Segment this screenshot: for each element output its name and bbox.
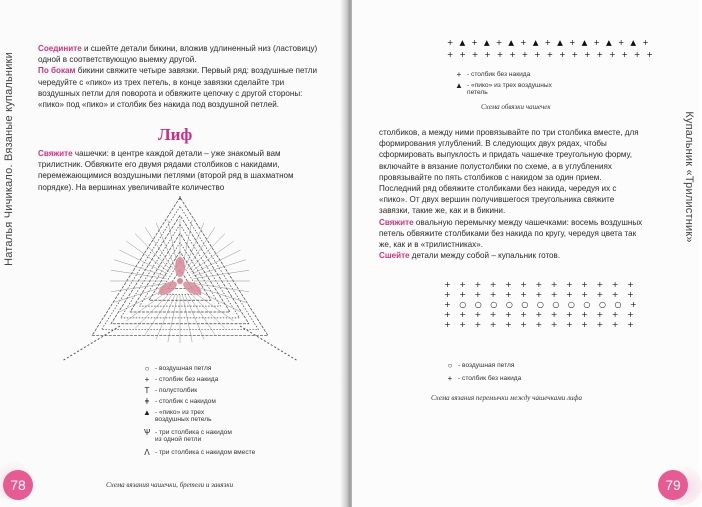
edging-chart-row: + ▲ + ▲ + ▲ + ▲ + ▲ + ▲ + ▲ + ▲ + (447, 38, 651, 47)
legend-row: ᐱ - три столбика с накидом вместе (141, 449, 281, 460)
bridge-chart-row: + + + + + + + + + + + + + (444, 320, 637, 329)
chain-stitch-icon: ○ (144, 364, 150, 373)
left-running-title: Наталья Чичикало. Вязаные купальники (3, 52, 15, 266)
stitch-spoke (193, 260, 246, 276)
legend-row: ○ - воздушная петля (141, 365, 281, 376)
figure-caption: Схема вязания перемычки между чашечками лифа (431, 394, 582, 402)
legend-row: T - полустолбик (141, 387, 281, 398)
page-number: 78 (3, 470, 33, 500)
bridge-crochet-chart (440, 278, 640, 332)
double-crochet-icon: ǂ (144, 397, 150, 406)
highlight-word: Сшейте (379, 251, 410, 261)
edging-legend (453, 71, 573, 100)
three-dc-same-loop-icon: Ѱ (143, 428, 151, 437)
right-page (352, 0, 699, 507)
paragraph-text: столбиков, а между ними провязывайте по три столбика вместе, для формирования углублений. В следующих двух рядах, чтобы сформировать выпуклость и придать чашечке треугольную форму, включайте в вязание полустолбики по схеме, а в углублениях провязывайте по пять столбиков с накидом за один прием. Последний ряд обвяжите столбиками без накида, чередуя их с «пико». От двух вершин получившегося треугольника свяжите завязки, такие же, как и в бикини. (379, 128, 639, 216)
paragraph-text: детали между собой – купальник готов. (409, 251, 561, 261)
three-dc-together-icon: ᐱ (144, 448, 150, 457)
bridge-chart-row: + + + + + + + + + + + + + (444, 290, 637, 299)
highlight-word: По бокам (38, 66, 76, 76)
highlight-word: Свяжите (379, 217, 414, 227)
legend-row: ▲ - «пико» из трех воздушных петель (453, 82, 573, 100)
legend-row: ○ - воздушная петля (444, 362, 594, 375)
legend-row: ǂ - столбик с накидом (141, 398, 281, 409)
figure-caption: Схема вязания чашечки, бретели и завязки (106, 481, 234, 489)
highlight-word: Соедините (38, 44, 82, 53)
legend-row: + - столбик без накида (453, 71, 573, 82)
stitch-spoke (185, 223, 204, 268)
right-running-title: Купальник «Трилистник» (683, 111, 695, 243)
paragraph-text: бикини свяжите четыре завязки. Первый ряд: воздушные петли чередуйте с «пико» из трех петель, в конце завязки сделайте три воздушных петли для поворота и обвяжите цепочку с другой стороны: «пико» под «пико» и столбик без накида под воздушной петлей. (38, 66, 318, 110)
left-legend (141, 365, 281, 460)
stitch-spoke (111, 283, 166, 291)
single-crochet-icon: + (456, 70, 462, 79)
picot-icon: ▲ (455, 81, 463, 90)
tie-line (240, 326, 298, 361)
legend-row: + - столбик без накида (444, 375, 594, 386)
stitch-spoke (185, 294, 204, 339)
legend-row: Ѱ - три столбика с накидом из одной петли (141, 429, 281, 449)
highlight-word: Свяжите (38, 149, 73, 158)
stitch-spoke (168, 295, 178, 342)
right-paragraph (379, 127, 644, 261)
stitch-spoke (182, 220, 192, 267)
single-crochet-icon: + (447, 374, 453, 383)
paragraph-text: и сшейте детали бикини, вложив удлиненный низ (ластовицу) одной в соответствующую выемку другой. (38, 44, 318, 65)
tie-line (62, 326, 120, 361)
page-number: 79 (658, 470, 688, 500)
section-heading: Лиф (158, 125, 193, 144)
single-crochet-icon: + (144, 375, 150, 384)
bridge-chart-row: + + + + + + + + + + + + + (444, 310, 637, 319)
left-paragraph-1 (38, 43, 318, 110)
left-page (0, 0, 346, 507)
paragraph-text: овальную перемычку между чашечками: восемь воздушных петель обвяжите столбиками без накида по кругу, чередуя цвета так же, как и в «трилистниках». (379, 217, 643, 250)
legend-row: ▲ - «пико» из трех воздушных петель (141, 409, 281, 429)
stitch-spoke (156, 294, 175, 339)
stitch-spoke (182, 295, 192, 342)
left-paragraph-2 (38, 148, 306, 193)
legend-row: + - столбик без накида (141, 376, 281, 387)
stitch-spoke (114, 260, 167, 276)
figure-caption: Схема обвязки чашечек (481, 103, 551, 111)
trefoil-center (177, 278, 183, 284)
stitch-spoke (111, 270, 166, 278)
bridge-chart-row: + + + + + + + + + + + + + (444, 280, 637, 289)
half-double-crochet-icon: T (144, 386, 150, 395)
bridge-chart-row: + ○ ○ ○ ○ ○ ○ ○ ○ ○ ○ ○ + (444, 300, 640, 309)
bridge-legend (444, 362, 594, 386)
picot-icon: ▲ (143, 408, 151, 417)
paragraph-text: чашечки: в центре каждой детали – уже знакомый вам трилистник. Обвяжите его двумя рядами столбиков с накидами, перемежающимися воздушными петлями (второй ряд в шахматном порядке). На вершинах увеличивайте количество (38, 149, 294, 192)
trefoil-petal (175, 257, 185, 277)
edging-chart-row: + + + + + + + + + + + + + + + + + (447, 50, 655, 59)
cup-crochet-chart (60, 196, 300, 364)
stitch-spoke (194, 283, 249, 291)
chain-stitch-icon: ○ (447, 361, 453, 370)
